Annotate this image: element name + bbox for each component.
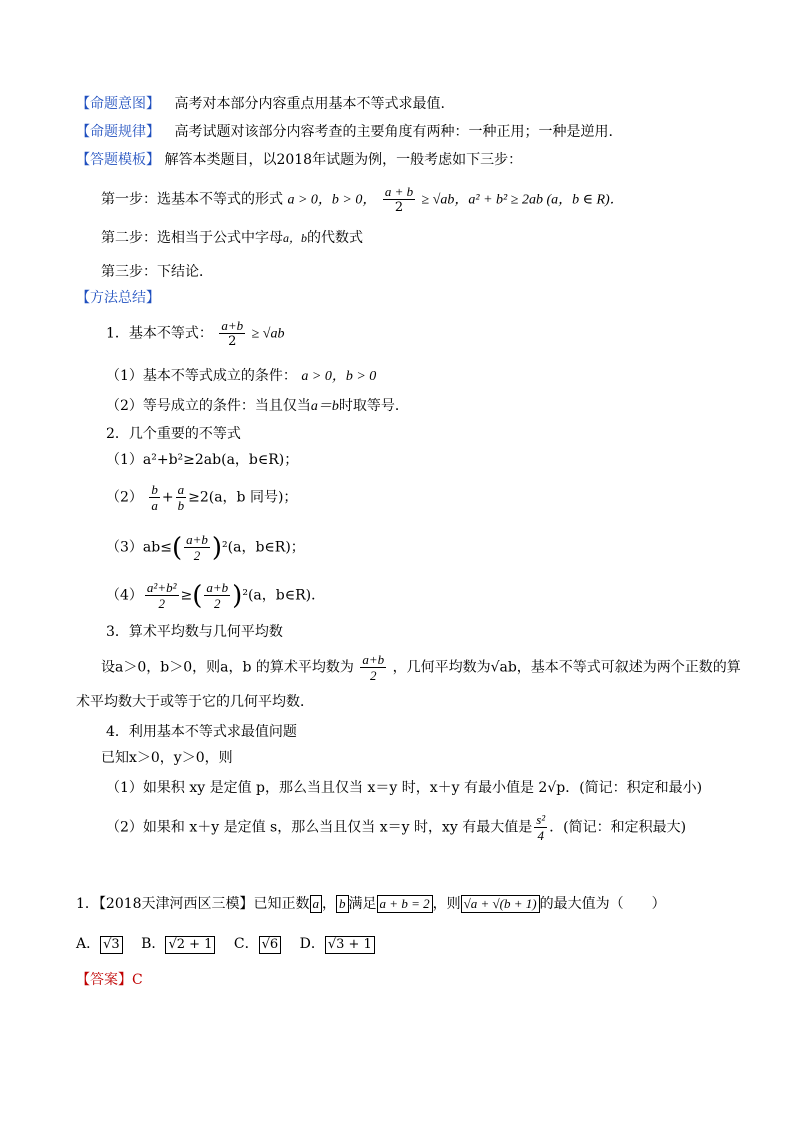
summary-item-1-rest: ≥ √ab xyxy=(251,326,285,342)
summary-item-3-para xyxy=(101,652,741,683)
option-c-value: √6 xyxy=(259,936,282,954)
right-paren: ) xyxy=(232,580,243,611)
question-prefix: 1．【2018天津河西区三模】已知正数 xyxy=(76,896,310,912)
option-c-label: C． xyxy=(233,936,259,952)
math-box-expression: √a + √(b + 1) xyxy=(461,895,540,913)
summary-item-3: 3．算术平均数与几何平均数 xyxy=(106,624,283,640)
summary-item-4: 4．利用基本不等式求最值问题 xyxy=(106,724,297,740)
answer-line xyxy=(76,970,143,990)
summary-item-2-4: （4） $\frac{\text{a²+b²}}{2}$ ≥( $\frac{a+b}{2}$ )²(a，b∈R)． xyxy=(106,580,326,611)
fraction-s2-den: 4 xyxy=(537,828,544,843)
fraction-b-over-a: $\frac{b}{a}$ xyxy=(151,482,158,513)
fraction-a-plus-b: $\frac{a+b}{2}$ xyxy=(362,652,385,683)
summary-item-4-case-2 xyxy=(106,812,686,843)
rule-line xyxy=(76,122,613,142)
summary-item-1-cond-2 xyxy=(106,396,409,417)
summary-item-4-case-2-text-b: ．(简记：和定积最大) xyxy=(549,819,687,836)
step-2-label: 第二步：选相当于公式中字母 xyxy=(101,230,283,246)
fraction-a-plus-b: $\frac{a+b}{2}$ xyxy=(186,532,208,563)
step-2-math: a，b xyxy=(283,231,308,245)
right-paren: ) xyxy=(211,532,223,563)
summary-item-2-2-label: （2） xyxy=(106,489,143,506)
question-comma: ， xyxy=(322,896,337,912)
math-box-condition: a + b = 2 xyxy=(377,895,433,913)
summary-item-4-case-2-text-a: （2）如果和 x＋y 是定值 s，那么当且仅当 x＝y 时，xy 有最大值是 xyxy=(106,819,533,836)
summary-item-1-den: 2 xyxy=(228,334,237,349)
option-d-label: D． xyxy=(299,936,325,952)
summary-item-2-2: （2） $\frac{b}{a}$ + $\frac{a}{b}$ ≥2(a，b 同号)； xyxy=(106,482,298,513)
summary-item-1-cond-1-text: （1）基本不等式成立的条件： xyxy=(106,368,297,384)
summary-item-2-3-rest: ²(a，b∈R)； xyxy=(222,539,305,556)
question-stem xyxy=(76,894,666,914)
answer-tag: 【答案】 xyxy=(76,972,132,988)
question-then: ，则 xyxy=(432,896,461,912)
left-paren: ( xyxy=(171,532,183,563)
summary-item-2-3 xyxy=(106,532,305,563)
summary-item-2-1: （1）a²+b²≥2ab(a，b∈R)； xyxy=(106,452,299,468)
fraction-a2-plus-b2: $\frac{\text{a²+b²}}{2}$ xyxy=(146,580,177,611)
summary-item-3-para-2: 术平均数大于或等于它的几何平均数． xyxy=(76,694,314,710)
rule-tag: 【命题规律】 xyxy=(76,124,160,140)
intent-text: 高考对本部分内容重点用基本不等式求最值. xyxy=(174,96,445,112)
fraction-s2-num: s² xyxy=(536,812,546,827)
summary-item-1-cond-2-end: 时取等号． xyxy=(338,398,409,414)
summary-item-1-cond-1-math: a > 0，b > 0 xyxy=(301,369,377,384)
rule-text: 高考试题对该部分内容考查的主要角度有两种：一种正用；一种是逆用. xyxy=(174,124,613,140)
step-1-fraction xyxy=(383,184,415,215)
step-1-frac-den: 2 xyxy=(394,200,404,215)
step-1 xyxy=(101,184,624,215)
template-tag: 【答题模板】 xyxy=(76,152,160,168)
summary-item-3-text-a: 设a＞0，b＞0，则a，b 的算术平均数为 xyxy=(101,659,354,676)
option-b-label: B． xyxy=(141,936,166,952)
step-1-rest: ≥ √ab，a² + b² ≥ 2ab (a，b ∈ R)． xyxy=(421,192,624,208)
fraction-s2-over-4 xyxy=(534,812,547,843)
intent-tag: 【命题意图】 xyxy=(76,96,160,112)
intent-line xyxy=(76,94,445,114)
step-1-frac-num: a + b xyxy=(384,184,414,199)
summary-item-3-text-b: ，几何平均数为√ab，基本不等式可叙述为两个正数的算 xyxy=(392,659,741,676)
template-line xyxy=(76,150,522,170)
step-1-math: a > 0，b > 0， xyxy=(287,192,377,208)
summary-item-2-4-rest: ²(a，b∈R)． xyxy=(242,587,326,604)
summary-item-1-fraction xyxy=(219,318,245,349)
math-box-b: b xyxy=(336,895,349,913)
summary-item-2-3-label: （3）ab≤ xyxy=(106,539,172,556)
summary-item-4-given: 已知x＞0，y＞0，则 xyxy=(101,750,233,766)
fraction-a-over-b: $\frac{a}{b}$ xyxy=(177,482,185,513)
template-text: 解答本类题目，以2018年试题为例，一般考虑如下三步： xyxy=(164,152,523,168)
step-2 xyxy=(101,228,363,248)
math-box-a: a xyxy=(310,895,323,913)
summary-tag: 【方法总结】 xyxy=(76,290,160,306)
step-2-end: 的代数式 xyxy=(307,230,364,246)
step-3: 第三步：下结论． xyxy=(101,264,213,280)
summary-item-1-num: a+b xyxy=(221,318,244,333)
summary-item-2: 2．几个重要的不等式 xyxy=(106,426,241,442)
question-cond-label: 满足 xyxy=(348,896,377,912)
summary-item-1-label: 1．基本不等式： xyxy=(106,325,213,342)
option-b-value: √2 + 1 xyxy=(165,936,215,954)
summary-item-1-cond-2-math: a＝b xyxy=(310,399,339,414)
left-paren: ( xyxy=(192,580,203,611)
question-suffix: 的最大值为（ ） xyxy=(539,896,666,912)
fraction-a-plus-b: $\frac{a+b}{2}$ xyxy=(206,580,229,611)
option-d-value: √3 + 1 xyxy=(325,936,375,954)
question-options xyxy=(76,934,375,954)
option-a-value: √3 xyxy=(100,936,123,954)
summary-item-1 xyxy=(106,318,284,349)
answer-value: C xyxy=(132,972,143,988)
summary-item-1-cond-1 xyxy=(106,366,376,387)
option-a-label: A． xyxy=(76,936,101,952)
summary-item-4-case-1: （1）如果积 xy 是定值 p，那么当且仅当 x＝y 时，x＋y 有最小值是 2√p．(简记：积定和最小) xyxy=(106,780,703,796)
step-1-label: 第一步：选基本不等式的形式 xyxy=(101,191,283,208)
summary-item-1-cond-2-text: （2）等号成立的条件：当且仅当 xyxy=(106,398,311,414)
summary-item-2-2-rest: ≥2(a，b 同号)； xyxy=(188,489,298,506)
summary-item-2-4-label: （4） xyxy=(106,587,143,604)
